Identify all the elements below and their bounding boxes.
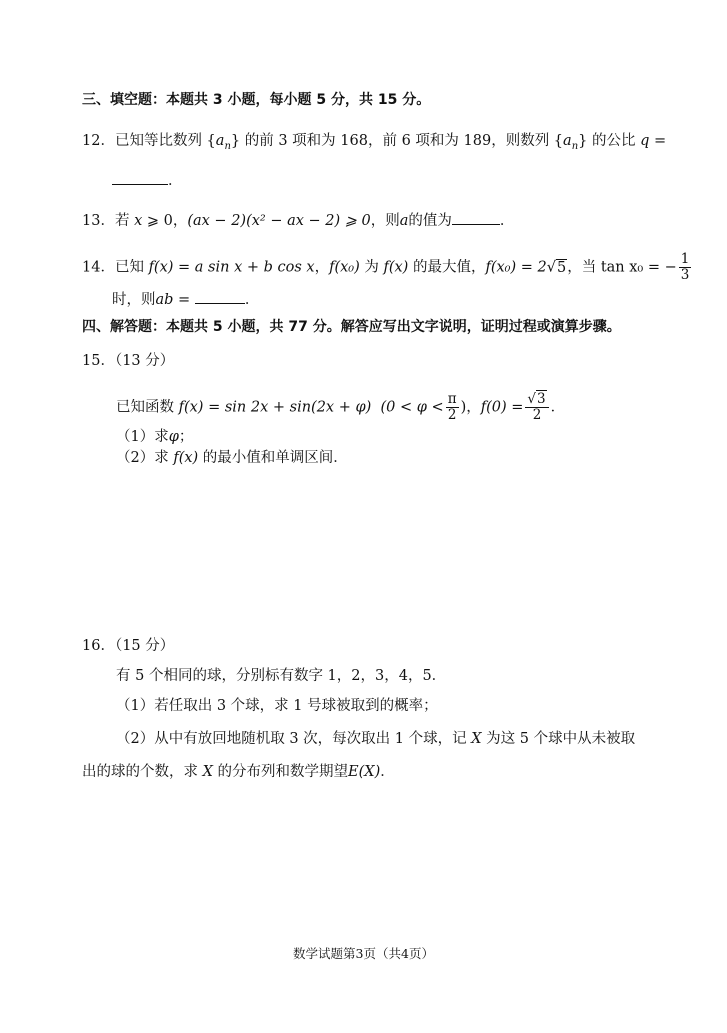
question-13-number: 13．: [82, 213, 115, 229]
section4-heading: 四、解答题：本题共 5 小题，共 77 分。解答应写出文字说明，证明过程或演算步骤。: [82, 319, 621, 335]
question-15-number: 15．: [82, 353, 115, 369]
question-12-number: 12．: [82, 133, 115, 149]
question-14-line2: 时，则ab = ．: [112, 289, 259, 310]
fraction-one-third: $\frac{1}{3}$: [680, 251, 690, 283]
page-footer: 数学试题第3页（共4页）: [293, 946, 434, 961]
answer-blank-14[interactable]: [195, 289, 245, 304]
question-15-part1: （1）求φ；: [116, 429, 194, 445]
question-15-header: [82, 351, 174, 371]
question-15-part2: （2）求 f(x) 的最小值和单调区间．: [116, 450, 348, 466]
answer-blank-12[interactable]: [112, 170, 168, 185]
fraction-pi-over-2: $\frac{\pi}{2}$: [447, 391, 457, 423]
question-16-part2-line1: （2）从中有放回地随机取 3 次，每次取出 1 个球，记 X 为这 5 个球中从未被取: [116, 731, 636, 747]
question-14-line1: 14．已知 f(x) = a sin x + b cos x，f(x₀) 为 f(x) 的最大值，f(x₀) = 2√5，当 tan x₀ = − $\frac{1}{3}$: [82, 251, 690, 283]
inequality-expression: (ax − 2)(x² − ax − 2) ⩾ 0: [187, 213, 371, 229]
question-16-intro: 有 5 个相同的球，分别标有数字 1，2，3，4，5．: [116, 668, 447, 684]
question-16-header: [82, 636, 174, 656]
fraction-sqrt3-over-2: $\frac{√3}{2}$: [525, 392, 548, 423]
question-12-answer-line: ．: [112, 170, 183, 191]
question-16-number: 16．: [82, 638, 115, 654]
question-12-line1: 12．已知等比数列 $\{a_n\}$ 的前 3 项和为 168，前 6 项和为 189，则数列 $\{a_n\}$ 的公比 q =: [82, 133, 667, 152]
question-13: 13．若 x ⩾ 0，(ax − 2)(x² − ax − 2) ⩾ 0，则a的值为 ．: [82, 210, 514, 231]
answer-blank-13[interactable]: [452, 210, 500, 225]
question-14-number: 14．: [82, 259, 115, 276]
question-16-part1: （1）若任取出 3 个球，求 1 号球被取到的概率；: [116, 698, 438, 714]
question-16-score: （15 分）: [114, 638, 175, 654]
question-16-part2-line2: 出的球的个数，求 X 的分布列和数学期望E(X)．: [82, 764, 395, 780]
section3-heading: 三、填空题：本题共 3 小题，每小题 5 分，共 15 分。: [82, 92, 431, 108]
question-15-score: （13 分）: [114, 353, 175, 369]
question-15-statement: 已知函数 f(x) = sin 2x + sin(2x + φ) (0 < φ < $\frac{\pi}{2}$ )，f(0) = $\frac{√3}{2}$ ．: [116, 391, 566, 423]
